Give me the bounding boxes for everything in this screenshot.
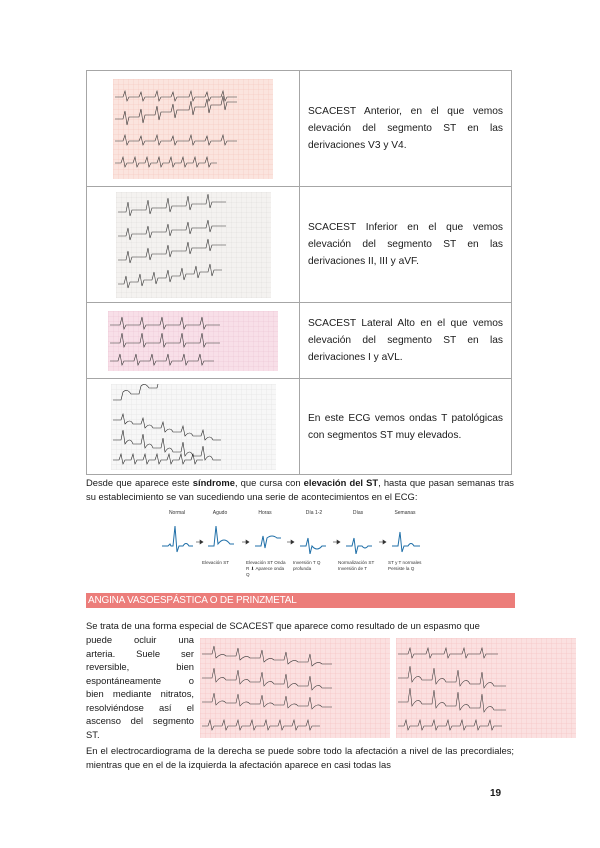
ecg-description: SCACEST Lateral Alto en el que vemos elevación del segmento ST en las derivaciones I y aVL.	[300, 303, 512, 379]
stage-note: ST y T normales Persiste la Q	[388, 560, 422, 571]
ecg-anterior-image	[113, 79, 273, 179]
angina-closing-paragraph: En el electrocardiograma de la derecha se puede sobre todo la afectación a nivel de las precordiales; mientras que en el de la izquierda la afectación aparece en casi todas las	[86, 745, 514, 770]
stage-note: Normalización ST Inversión de T	[338, 560, 375, 571]
ecg-prinzmetal-left-image	[200, 638, 390, 738]
text-line: ascenso del segmento	[86, 715, 194, 726]
ecg-cell	[87, 303, 300, 379]
angina-first-line: Se trata de una forma especial de SCACEST que aparece como resultado de un espasmo que	[86, 620, 480, 631]
bold-term: síndrome	[192, 477, 235, 488]
ecg-cell	[87, 187, 300, 303]
ecg-table	[86, 70, 512, 475]
text-line: espontáneamente o	[86, 674, 194, 686]
ecg-description: En este ECG vemos ondas T patológicas con segmentos ST muy elevados.	[300, 379, 512, 475]
stage-label: Agudo	[212, 510, 228, 516]
text-line: reversible, bien	[86, 661, 194, 672]
page-number: 19	[490, 788, 502, 799]
text-line: resolviéndose así el	[86, 701, 194, 713]
bold-term: elevación del ST	[303, 477, 379, 488]
ecg-t-waves-image	[111, 384, 276, 470]
stage-label: Horas	[258, 510, 272, 516]
ecg-description: SCACEST Inferior en el que vemos elevación del segmento ST en las derivaciones II, III y aVF.	[300, 187, 512, 303]
ecg-lateral-image	[108, 311, 278, 371]
intro-paragraph: Desde que aparece este síndrome, que cursa con elevación del ST, hasta que pasan semanas tras su establecimiento se van sucediendo una serie de acontecimientos en el ECG:	[86, 477, 514, 502]
section-header: ANGINA VASOESPÁSTICA O DE PRINZMETAL	[86, 593, 515, 608]
text-line: bien mediante nitratos,	[86, 688, 194, 699]
stage-note: Inversión T Q profunda	[293, 560, 321, 571]
ecg-inferior-image	[116, 192, 271, 298]
stage-label: Semanas	[394, 510, 416, 516]
ecg-cell	[87, 379, 300, 475]
stage-label: Día 1-2	[305, 510, 323, 516]
text-line: ST.	[86, 728, 100, 740]
ecg-evolution-diagram	[160, 508, 450, 583]
evolution-traces	[160, 520, 450, 554]
stage-note: Elevación ST Onda R ⬇ Aparece onda Q	[246, 560, 286, 577]
ecg-cell	[87, 71, 300, 187]
ecg-description: SCACEST Anterior, en el que vemos elevación del segmento ST en las derivaciones V3 y V4.	[300, 71, 512, 187]
stage-note: Elevación ST	[202, 560, 230, 565]
ecg-prinzmetal-right-image	[396, 638, 576, 738]
stage-label: Normal	[168, 510, 186, 516]
stage-label: Días	[352, 510, 364, 516]
text-line: puede ocluir una	[86, 634, 194, 645]
text-line: arteria. Suele ser	[86, 647, 194, 659]
angina-left-column	[86, 633, 194, 741]
